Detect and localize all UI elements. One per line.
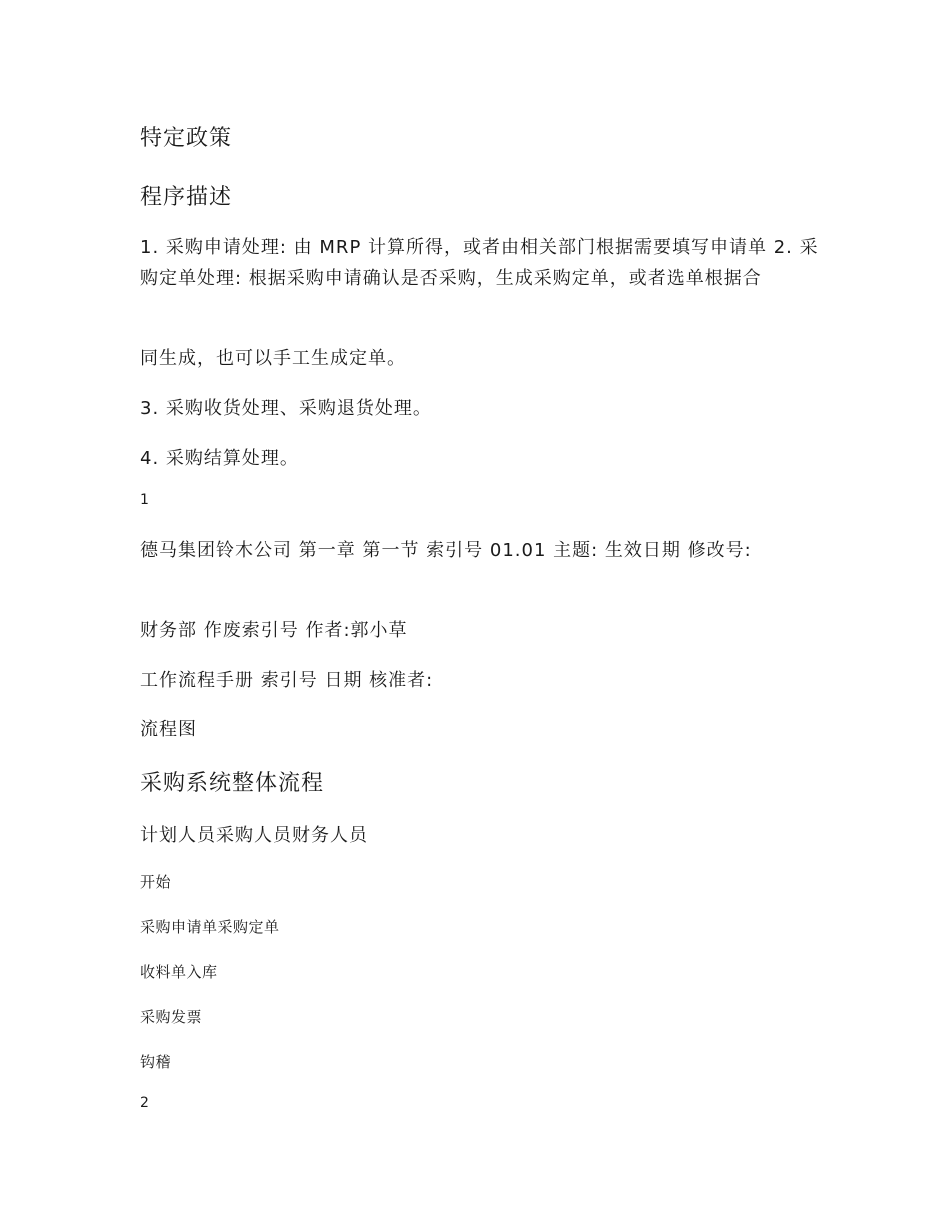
header-info-line-2: 财务部 作废索引号 作者:郭小草 — [140, 620, 408, 641]
procedure-step-4: 4. 采购结算处理。 — [140, 448, 299, 469]
flow-step-receipt: 收料单入库 — [140, 963, 218, 981]
page-number-1: 1 — [140, 492, 149, 508]
flow-roles: 计划人员采购人员财务人员 — [140, 825, 368, 846]
flow-step-request-order: 采购申请单采购定单 — [140, 918, 280, 936]
header-info-line-3: 工作流程手册 索引号 日期 核准者: — [140, 670, 434, 691]
heading-specific-policy: 特定政策 — [140, 126, 233, 151]
flow-step-reconcile: 钩稽 — [140, 1053, 172, 1071]
flow-step-start: 开始 — [140, 873, 172, 891]
procedure-paragraph-continued: 同生成，也可以手工生成定单。 — [140, 348, 406, 369]
procedure-step-3: 3. 采购收货处理、采购退货处理。 — [140, 398, 432, 419]
heading-procedure-description: 程序描述 — [140, 185, 233, 210]
heading-purchase-flow: 采购系统整体流程 — [140, 771, 325, 796]
procedure-paragraph: 1. 采购申请处理: 由 MRP 计算所得，或者由相关部门根据需要填写申请单 2. 采购定单处理: 根据采购申请确认是否采购，生成采购定单，或者选单根据合 — [140, 237, 819, 289]
flow-step-invoice: 采购发票 — [140, 1008, 203, 1026]
header-info-line-1: 德马集团铃木公司 第一章 第一节 索引号 01.01 主题: 生效日期 修改号: — [140, 540, 752, 561]
page-number-2: 2 — [140, 1095, 149, 1111]
flowchart-label: 流程图 — [140, 719, 197, 740]
